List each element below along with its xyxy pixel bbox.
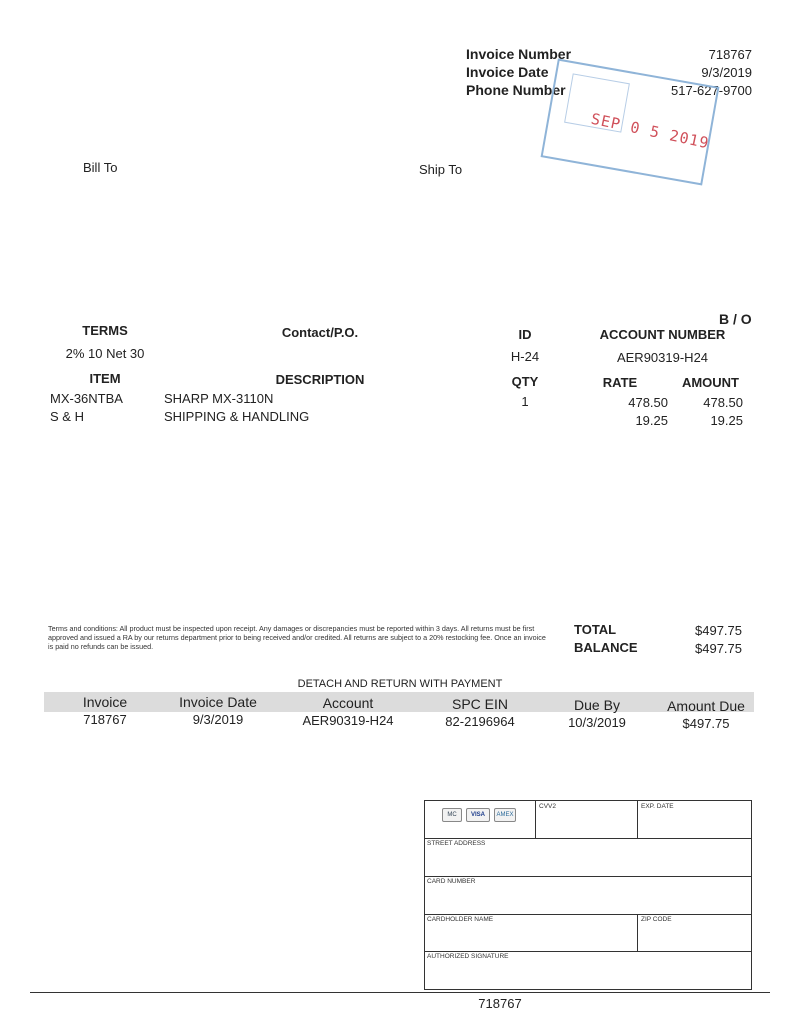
credit-card-form xyxy=(424,800,752,990)
received-stamp-date: SEP 0 5 2019 xyxy=(589,109,711,153)
invoice-date-value: 9/3/2019 xyxy=(701,65,752,80)
item-description: SHARP MX-3110N xyxy=(164,391,274,406)
id-value: H-24 xyxy=(510,349,540,364)
card-number-label: CARD NUMBER xyxy=(427,878,476,885)
bill-to-label: Bill To xyxy=(83,160,118,175)
detach-invoice-header: Invoice xyxy=(82,694,128,710)
detach-amount-due-value: $497.75 xyxy=(682,716,730,731)
mastercard-icon: MC xyxy=(442,808,462,822)
detach-spc-ein-header: SPC EIN xyxy=(451,696,508,712)
invoice-number-value: 718767 xyxy=(708,47,752,62)
ship-to-label: Ship To xyxy=(419,162,463,177)
invoice-date-label: Invoice Date xyxy=(466,64,549,80)
description-column-header: DESCRIPTION xyxy=(275,372,365,387)
street-address-label: STREET ADDRESS xyxy=(427,840,486,847)
detach-account-header: Account xyxy=(322,695,374,711)
item-amount: 478.50 xyxy=(703,395,743,410)
terms-and-conditions: Terms and conditions: All product must be inspected upon receipt. Any damages or discrepancies must be reported within 3 days. All returns must be first approved and issued a RA by our returns department prior to being received and/or credited. All returns are subject to a 20% restocking fee. Once an invoice is paid no refunds can be issued. xyxy=(48,624,546,651)
amount-column-header: AMOUNT xyxy=(681,375,739,390)
detach-title: DETACH AND RETURN WITH PAYMENT xyxy=(297,678,503,690)
invoice-number-label: Invoice Number xyxy=(466,46,572,62)
zip-code-label: ZIP CODE xyxy=(641,916,672,923)
amex-icon: AMEX xyxy=(494,808,516,822)
item-code: S & H xyxy=(50,409,84,424)
detach-spc-ein-value: 82-2196964 xyxy=(445,714,515,729)
total-value: $497.75 xyxy=(695,623,742,638)
item-rate: 478.50 xyxy=(628,395,668,410)
detach-invoice-value: 718767 xyxy=(83,712,127,727)
account-number-label: ACCOUNT NUMBER xyxy=(599,327,726,342)
item-description: SHIPPING & HANDLING xyxy=(164,409,310,424)
terms-value: 2% 10 Net 30 xyxy=(65,346,145,361)
rate-column-header: RATE xyxy=(602,375,638,390)
item-code: MX-36NTBA xyxy=(50,391,123,406)
visa-icon: VISA xyxy=(466,808,490,822)
detach-amount-due-header: Amount Due xyxy=(667,698,745,714)
detach-invoice-date-value: 9/3/2019 xyxy=(192,712,244,727)
authorized-signature-label: AUTHORIZED SIGNATURE xyxy=(427,953,509,960)
contact-po-label: Contact/P.O. xyxy=(281,325,359,340)
detach-due-by-value: 10/3/2019 xyxy=(568,715,626,730)
item-column-header: ITEM xyxy=(89,371,121,386)
item-amount: 19.25 xyxy=(710,413,743,428)
bo-label: B / O xyxy=(719,311,752,327)
detach-account-value: AER90319-H24 xyxy=(302,713,394,728)
footer-divider xyxy=(30,992,770,993)
exp-date-label: EXP. DATE xyxy=(641,803,674,810)
balance-value: $497.75 xyxy=(695,641,742,656)
balance-label: BALANCE xyxy=(574,640,638,655)
total-label: TOTAL xyxy=(574,622,617,637)
detach-invoice-date-header: Invoice Date xyxy=(179,694,257,710)
id-label: ID xyxy=(518,327,532,342)
item-rate: 19.25 xyxy=(635,413,668,428)
cvv2-label: CVV2 xyxy=(539,803,556,810)
detach-due-by-header: Due By xyxy=(574,697,620,713)
qty-column-header: QTY xyxy=(511,374,539,389)
cardholder-name-label: CARDHOLDER NAME xyxy=(427,916,494,923)
account-number-value: AER90319-H24 xyxy=(616,350,709,365)
footer-invoice-number: 718767 xyxy=(478,996,522,1011)
phone-number-label: Phone Number xyxy=(466,82,566,98)
item-qty: 1 xyxy=(521,394,529,409)
terms-label: TERMS xyxy=(82,323,128,338)
phone-number-value: 517-627-9700 xyxy=(671,83,752,98)
